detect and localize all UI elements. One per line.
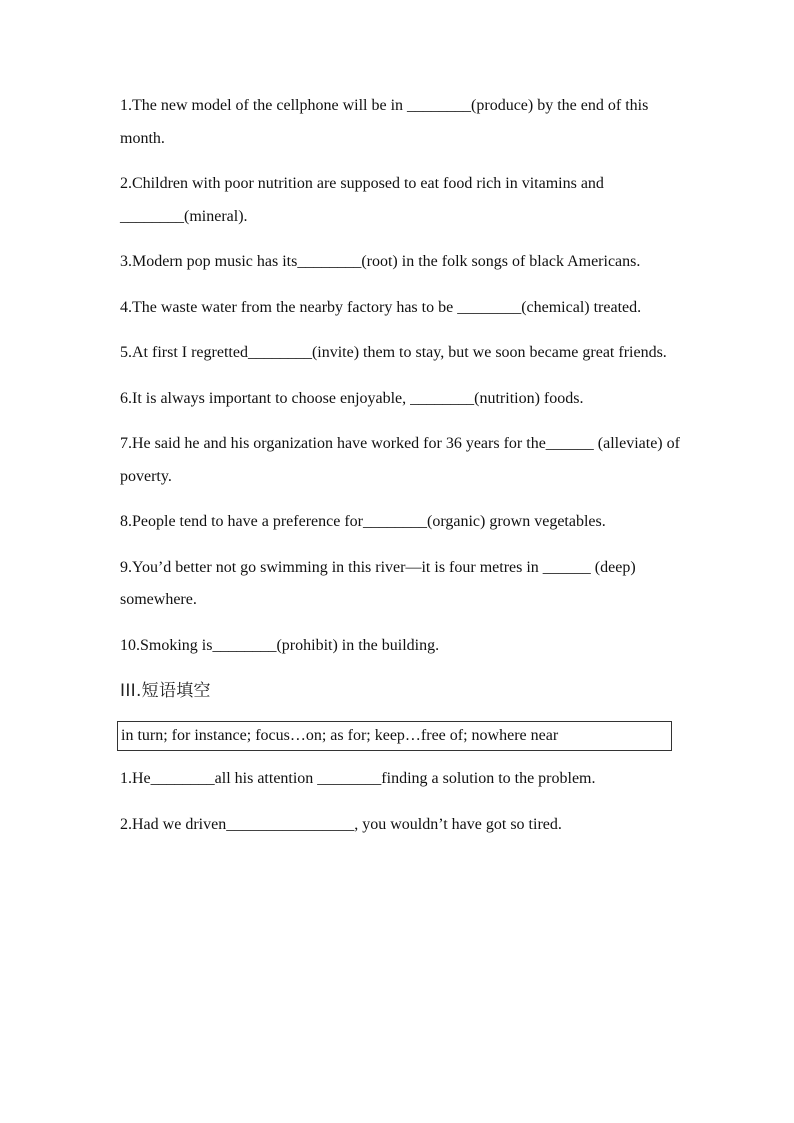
question-item: 10.Smoking is________(prohibit) in the building.: [120, 636, 440, 654]
question-item: 1.The new model of the cellphone will be in ________(produce) by the end of this month.: [120, 97, 649, 147]
question-item: 6.It is always important to choose enjoyable, ________(nutrition) foods.: [120, 389, 584, 407]
question-item: 1.He________all his attention ________finding a solution to the problem.: [120, 770, 596, 787]
grammar-fill-section: [120, 90, 680, 662]
worksheet-page: [120, 90, 680, 854]
question-item: 5.At first I regretted________(invite) them to stay, but we soon became great friends.: [120, 344, 667, 361]
question-item: 2.Had we driven________________, you wouldn’t have got so tired.: [120, 815, 562, 833]
section-title: III.短语填空: [120, 681, 211, 701]
question-item: 9.You’d better not go swimming in this river—it is four metres in ______ (deep) somewhere.: [120, 558, 636, 608]
question-item: 7.He said he and his organization have worked for 36 years for the______ (alleviate) of poverty.: [120, 435, 680, 485]
word-bank-box: in turn; for instance; focus…on; as for; keep…free of; nowhere near: [117, 721, 672, 751]
phrase-fill-section: [120, 676, 680, 841]
question-item: 4.The waste water from the nearby factory has to be ________(chemical) treated.: [120, 298, 642, 316]
question-item: 2.Children with poor nutrition are supposed to eat food rich in vitamins and ________(mineral).: [120, 175, 604, 225]
question-item: 8.People tend to have a preference for________(organic) grown vegetables.: [120, 513, 606, 530]
question-item: 3.Modern pop music has its________(root) in the folk songs of black Americans.: [120, 253, 641, 270]
